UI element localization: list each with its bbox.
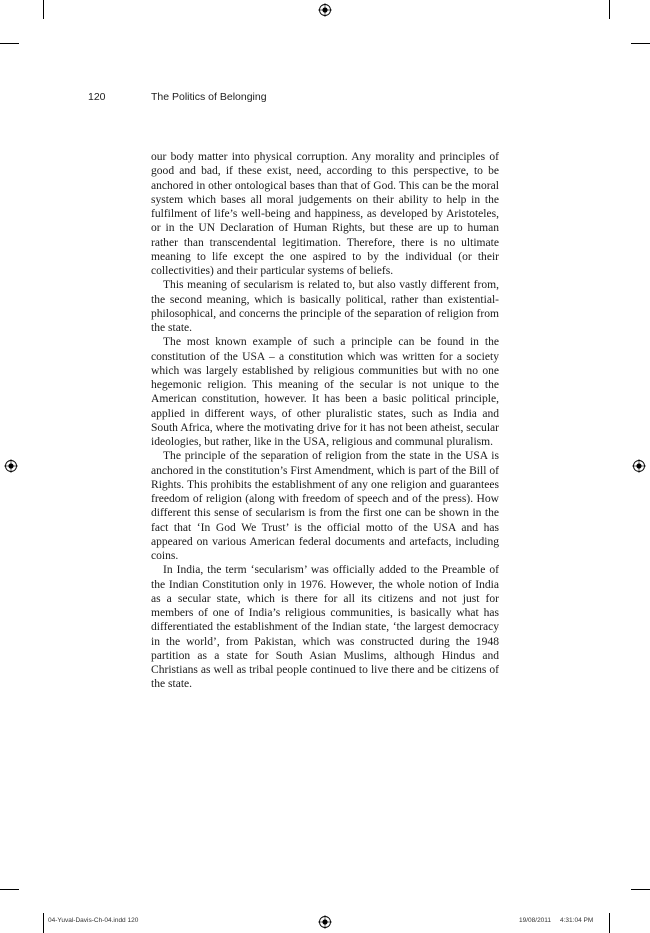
slug-filename: 04-Yuval-Davis-Ch-04.indd 120 <box>48 917 139 924</box>
body-text <box>151 150 499 692</box>
crop-mark-bottom-left-vertical <box>43 913 44 933</box>
running-header <box>88 91 508 105</box>
running-title: The Politics of Belonging <box>151 91 267 103</box>
registration-mark-icon <box>4 459 18 473</box>
registration-mark-icon <box>318 915 332 929</box>
crop-mark-bottom-left-horizontal <box>0 889 19 890</box>
slug-date: 19/08/2011 <box>519 917 552 924</box>
paragraph: The principle of the separation of religion from the state in the USA is anchored in the constitution’s First Amendment, which is part of the Bill of Rights. This prohibits the establishment of any one religion and guarantees freedom of religion (along with freedom of speech and of the press). How different this sense of secularism is from the first one can be shown in the fact that ‘In God We Trust’ is the official motto of the USA and has appeared on various American federal documents and artefacts, including coins. <box>151 450 499 562</box>
registration-mark-icon <box>318 3 332 17</box>
paragraph: The most known example of such a principle can be found in the constitution of the USA – a constitution which was written for a society which was largely established by religious communities but with no one hegemonic religion. This meaning of the secular is not unique to the American constitution, however. It has been a basic political principle, applied in different ways, of other pluralistic states, such as India and South Africa, where the motivating drive for it has not been atheist, secular ideologies, but rather, like in the USA, religious and communal pluralism. <box>151 336 499 448</box>
crop-mark-top-left-horizontal <box>0 43 19 44</box>
page-number: 120 <box>88 91 106 103</box>
crop-mark-bottom-right-vertical <box>609 913 610 933</box>
paragraph: In India, the term ‘secularism’ was officially added to the Preamble of the Indian Constitution only in 1976. However, the whole notion of India as a secular state, which is there for all its citizens and not just for members of one of India’s religious communities, is basically what has differentiated the establishment of the Indian state, ‘the largest democracy in the world’, from Pakistan, which was constructed during the 1948 partition as a state for South Asian Muslims, although Hindus and Christians as well as tribal people continued to live there and be citizens of the state. <box>151 564 499 691</box>
paragraph: This meaning of secularism is related to, but also vastly different from, the second meaning, which is basically political, rather than existential-philosophical, and concerns the principle of the separation of religion from the state. <box>151 279 499 334</box>
crop-mark-top-left-vertical <box>43 0 44 19</box>
slug-time: 4:31:04 PM <box>560 917 594 924</box>
crop-mark-bottom-right-horizontal <box>631 889 650 890</box>
registration-mark-icon <box>632 459 646 473</box>
crop-mark-top-right-vertical <box>609 0 610 19</box>
crop-mark-top-right-horizontal <box>631 43 650 44</box>
paragraph: our body matter into physical corruption. Any morality and principles of good and bad, if these exist, need, according to this perspective, to be anchored in other ontological bases than that of God. This can be the moral system which bases all moral judgements on their ability to help in the fulfilment of life’s well-being and happiness, as developed by Aristoteles, or in the UN Declaration of Human Rights, but these are up to human rather than transcendental legitimation. Therefore, there is no ultimate meaning to life except the one aspired to by the individual (or their collectivities) and their particular systems of beliefs. <box>151 151 499 277</box>
